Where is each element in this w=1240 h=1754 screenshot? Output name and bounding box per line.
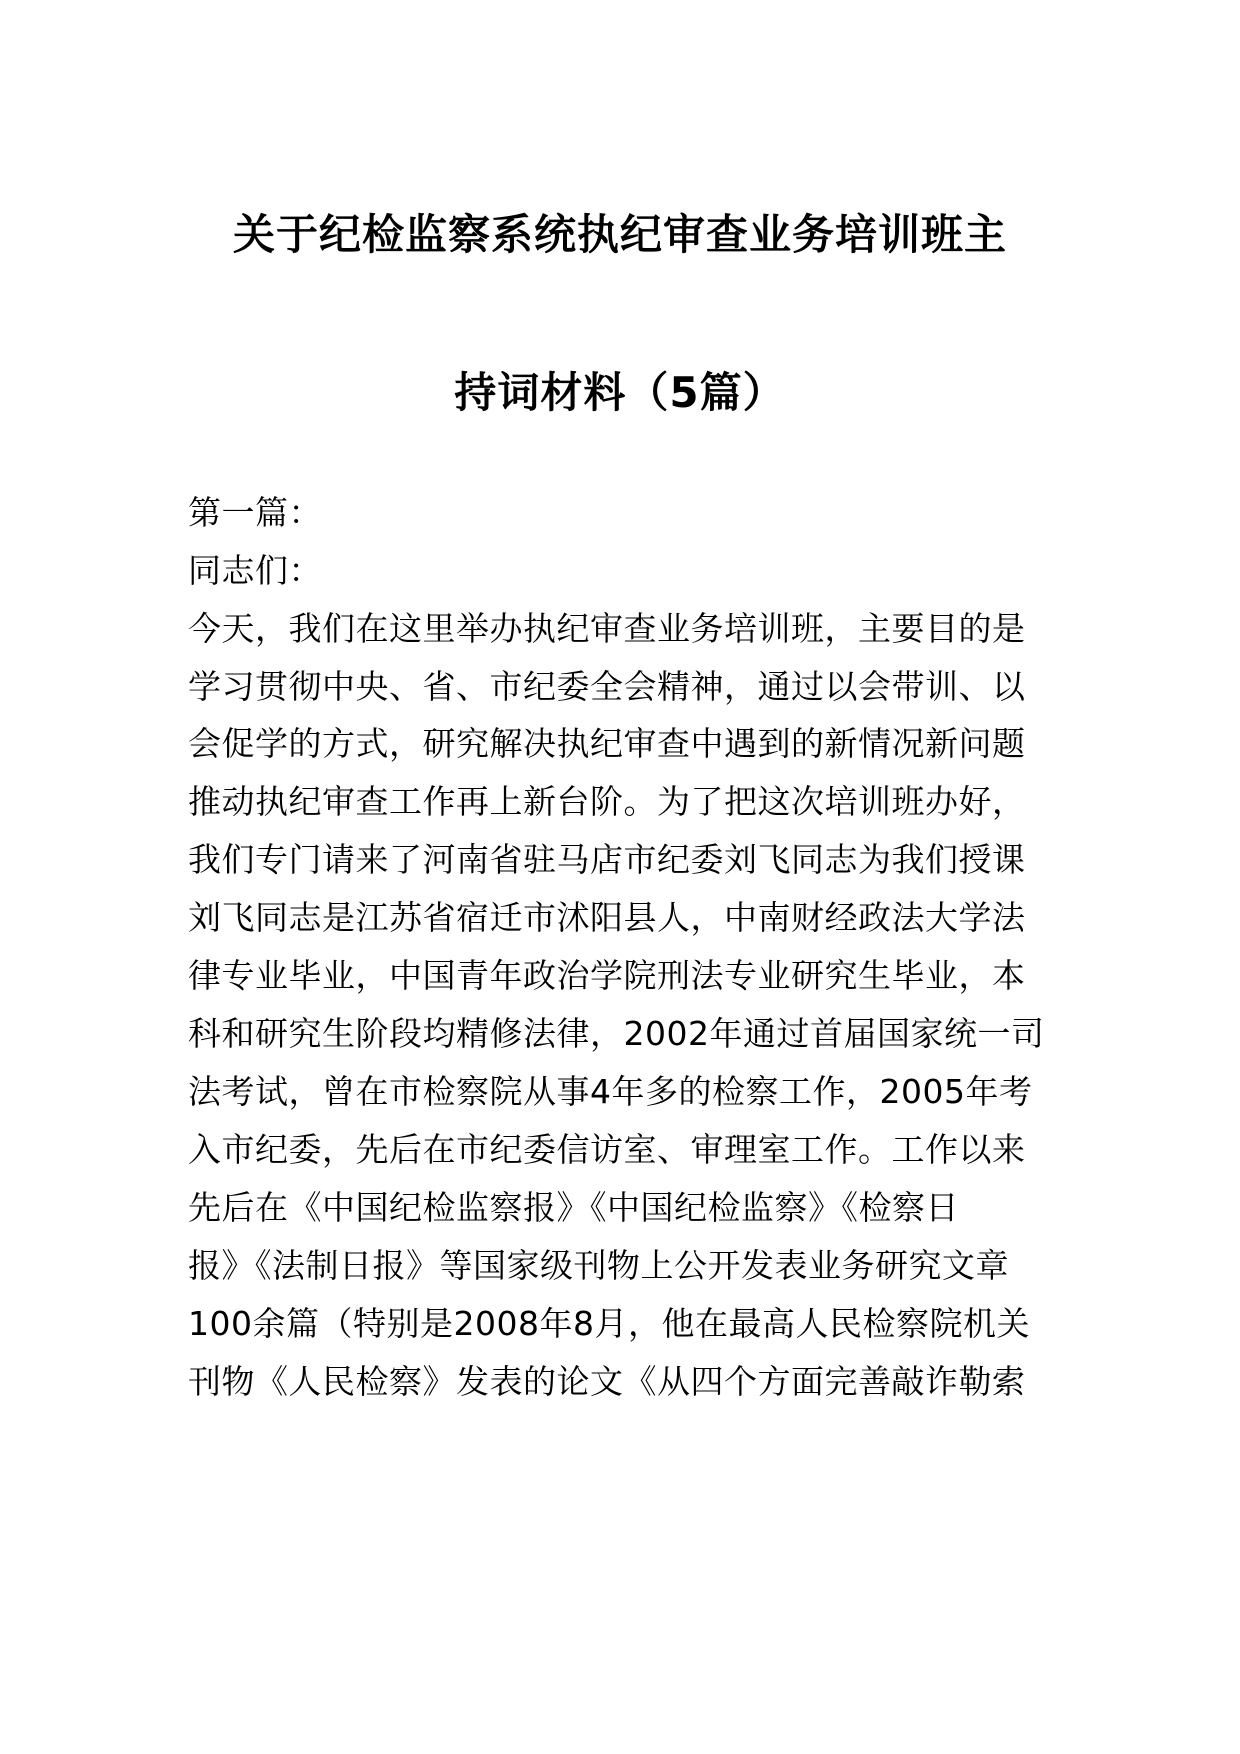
body-text-line: 先后在《中国纪检监察报》《中国纪检监察》《检察日 — [188, 1188, 959, 1227]
body-text-line: 法考试，曾在市检察院从事4年多的检察工作，2005年考 — [188, 1072, 1033, 1111]
body-text-line: 科和研究生阶段均精修法律，2002年通过首届国家统一司 — [188, 1014, 1045, 1053]
body-text-line: 报》《法制日报》等国家级刊物上公开发表业务研究文章 — [188, 1246, 1009, 1285]
body-text-line: 我们专门请来了河南省驻马店市纪委刘飞同志为我们授课 — [188, 840, 1026, 879]
body-text-line: 刊物《人民检察》发表的论文《从四个方面完善敲诈勒索 — [188, 1362, 1026, 1401]
body-text-line: 刘飞同志是江苏省宿迁市沭阳县人，中南财经政法大学法 — [188, 898, 1026, 937]
body-text-line: 推动执纪审查工作再上新台阶。为了把这次培训班办好， — [188, 782, 1026, 821]
body-text-line: 学习贯彻中央、省、市纪委全会精神，通过以会带训、以 — [188, 667, 1026, 706]
body-text-line: 今天，我们在这里举办执纪审查业务培训班，主要目的是 — [188, 609, 1026, 648]
section-heading: 第一篇： — [188, 493, 322, 532]
document-title-line-2: 持词材料（5篇） — [454, 368, 786, 417]
body-text-line: 会促学的方式，研究解决执纪审查中遇到的新情况新问题 — [188, 724, 1026, 763]
salutation: 同志们： — [188, 551, 322, 590]
body-text-line: 入市纪委，先后在市纪委信访室、审理室工作。工作以来 — [188, 1130, 1026, 1169]
document-title-line-1: 关于纪检监察系统执纪审查业务培训班主 — [232, 210, 1007, 259]
body-text-line: 律专业毕业，中国青年政治学院刑法专业研究生毕业，本 — [188, 956, 1026, 995]
body-text-line: 100余篇（特别是2008年8月，他在最高人民检察院机关 — [188, 1304, 1030, 1343]
